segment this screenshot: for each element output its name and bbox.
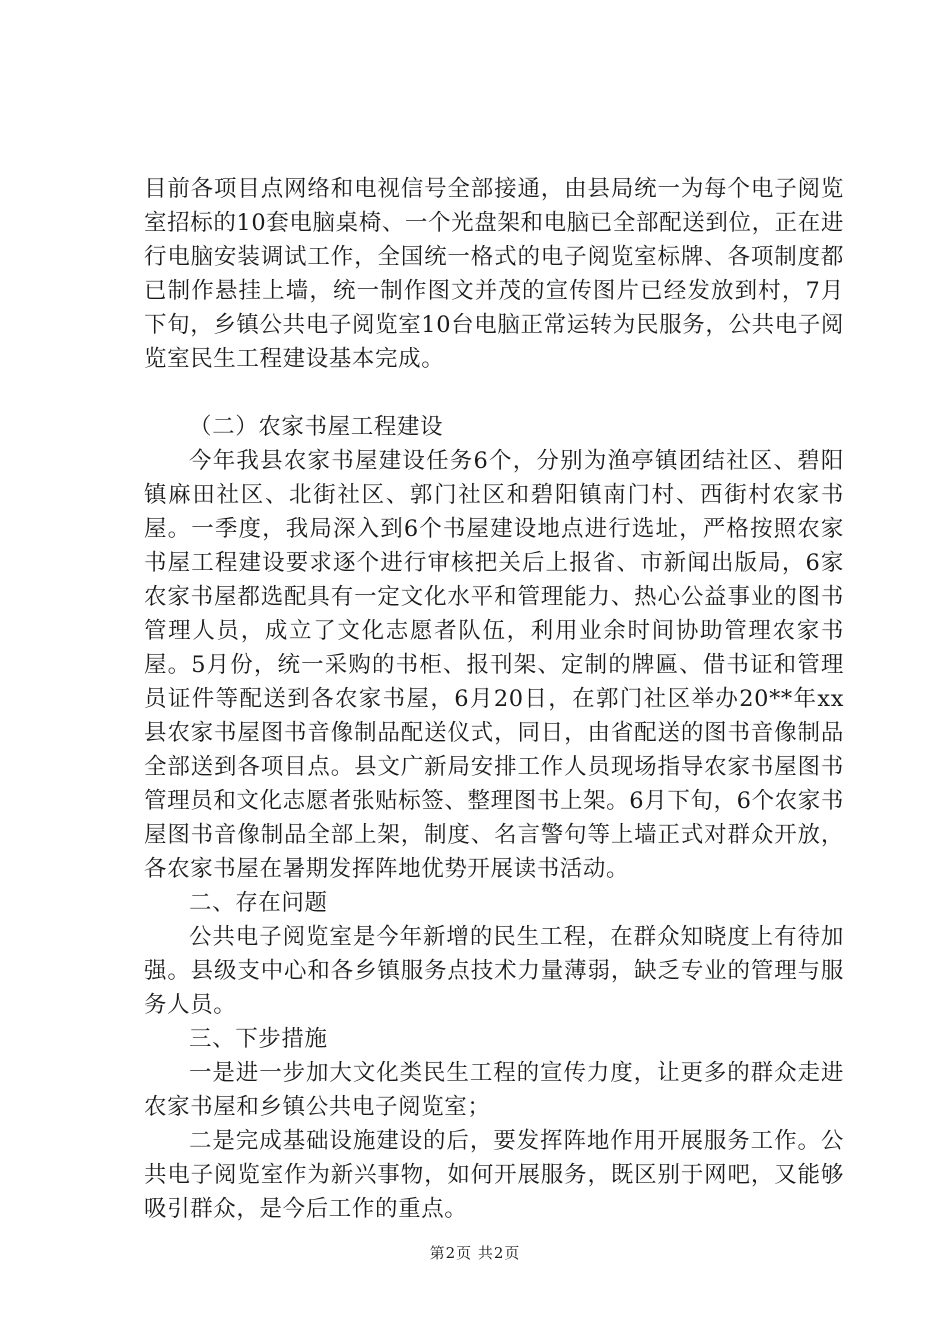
document-body: [144, 172, 844, 1226]
paragraph-next-step-one: 一是进一步加大文化类民生工程的宣传力度，让更多的群众走进农家书屋和乡镇公共电子阅览室；: [144, 1060, 844, 1120]
paragraph-next-step-two: 二是完成基础设施建设的后，要发挥阵地作用开展服务工作。公共电子阅览室作为新兴事物，如何开展服务，既区别于网吧，又能够吸引群众，是今后工作的重点。: [144, 1128, 844, 1222]
paragraph-farmhouse-bookstore: 今年我县农家书屋建设任务6个，分别为渔亭镇团结社区、碧阳镇麻田社区、北街社区、郭门社区和碧阳镇南门村、西街村农家书屋。一季度，我局深入到6个书屋建设地点进行选址，严格按照农家书屋工程建设要求逐个进行审核把关后上报省、市新闻出版局，6家农家书屋都选配具有一定文化水平和管理能力、热心公益事业的图书管理人员，成立了文化志愿者队伍，利用业余时间协助管理农家书屋。5月份，统一采购的书柜、报刊架、定制的牌匾、借书证和管理员证件等配送到各农家书屋，6月20日，在郭门社区举办20**年xx县农家书屋图书音像制品配送仪式，同日，由省配送的图书音像制品全部送到各项目点。县文广新局安排工作人员现场指导农家书屋图书管理员和文化志愿者张贴标签、整理图书上架。6月下旬，6个农家书屋图书音像制品全部上架，制度、名言警句等上墙正式对群众开放，各农家书屋在暑期发挥阵地优势开展读书活动。: [144, 448, 844, 882]
page-footer: 第2页 共2页: [429, 1244, 521, 1262]
section-heading-next-steps: 三、下步措施: [189, 1026, 328, 1052]
paragraph-electronic-reading-room: 目前各项目点网络和电视信号全部接通，由县局统一为每个电子阅览室招标的10套电脑桌椅、一个光盘架和电脑已全部配送到位，正在进行电脑安装调试工作，全国统一格式的电子阅览室标牌、各项制度都已制作悬挂上墙，统一制作图文并茂的宣传图片已经发放到村，7月下旬，乡镇公共电子阅览室10台电脑正常运转为民服务，公共电子阅览室民生工程建设基本完成。: [144, 176, 844, 372]
section-heading-farmhouse-bookstore: （二）农家书屋工程建设: [189, 414, 444, 440]
paragraph-spacer: [144, 376, 844, 410]
paragraph-problems: 公共电子阅览室是今年新增的民生工程，在群众知晓度上有待加强。县级支中心和各乡镇服务点技术力量薄弱，缺乏专业的管理与服务人员。: [144, 924, 844, 1018]
section-heading-problems: 二、存在问题: [189, 890, 328, 916]
